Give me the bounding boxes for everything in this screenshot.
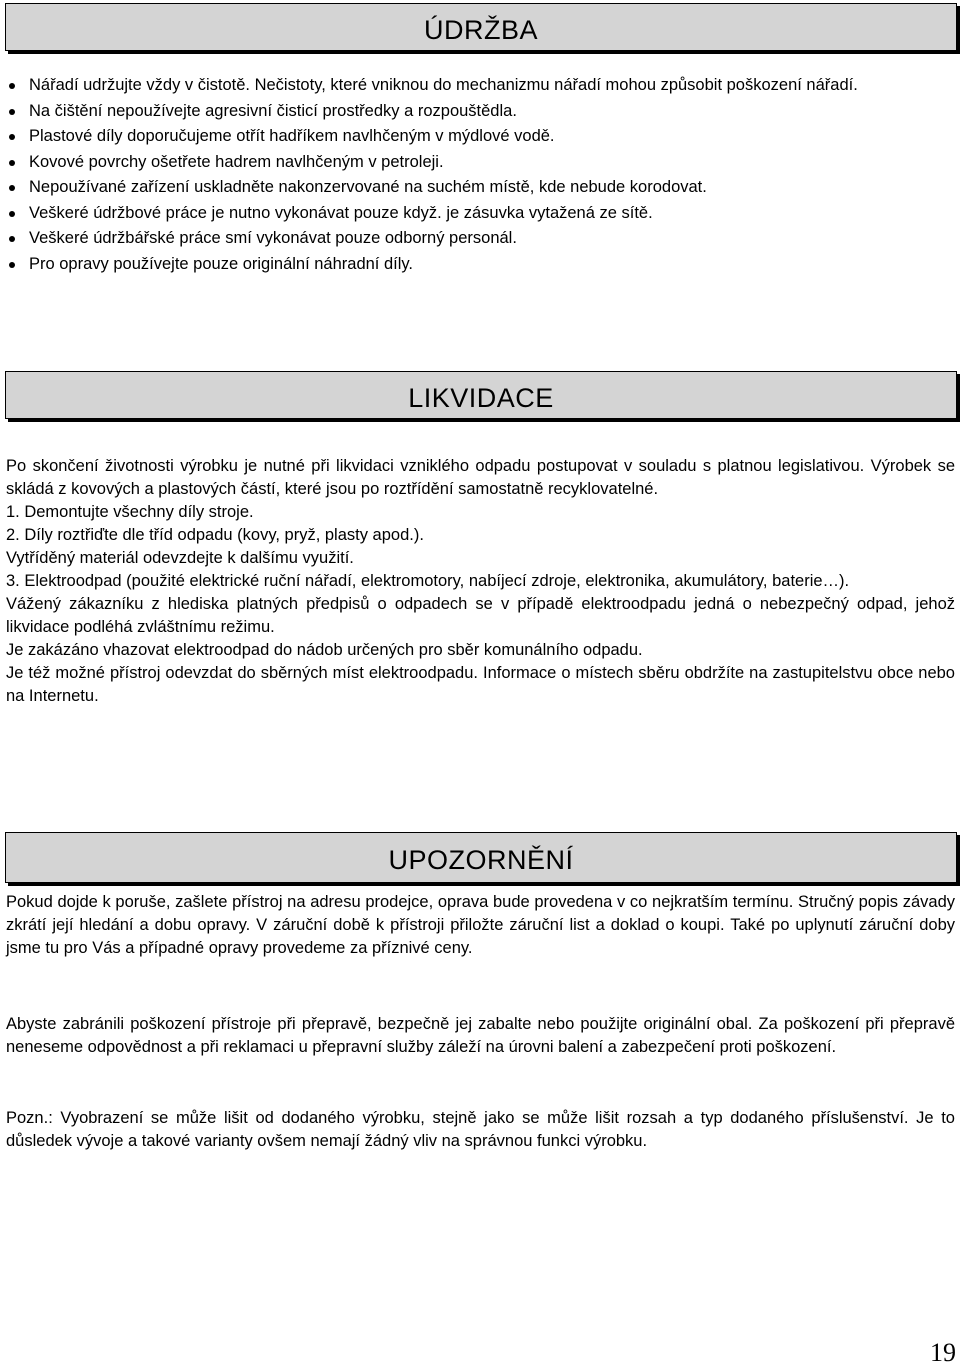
likvidace-line: Je též možné přístroj odevzdat do sběrných míst elektroodpadu. Informace o místech sběru obdržíte na zastupitelstvu obce nebo na Internetu.	[6, 664, 955, 705]
likvidace-line: Je zakázáno vhazovat elektroodpad do nádob určených pro sběr komunálního odpadu.	[6, 641, 643, 659]
upozorneni-title: UPOZORNĚNÍ	[388, 845, 574, 875]
likvidace-line: 3. Elektroodpad (použité elektrické ruční nářadí, elektromotory, nabíjecí zdroje, elektronika, akumulátory, baterie…).	[6, 572, 850, 590]
udrzba-bullet-list	[0, 73, 955, 277]
list-item: Plastové díly doporučujeme otřít hadříkem navlhčeným v mýdlové vodě.	[0, 124, 955, 150]
likvidace-text	[6, 455, 955, 708]
likvidace-line: Po skončení životnosti výrobku je nutné při likvidaci vzniklého odpadu postupovat v souladu s platnou legislativou. Výrobek se skládá z kovových a plastových částí, které jsou po roztřídění samostatně recyklovatelné.	[6, 457, 955, 498]
likvidace-line: 2. Díly roztřiďte dle tříd odpadu (kovy, pryž, plasty apod.).	[6, 526, 424, 544]
udrzba-banner	[5, 3, 957, 51]
upozorneni-paragraph: Pokud dojde k poruše, zašlete přístroj na adresu prodejce, oprava bude provedena v co nejkratším termínu. Stručný popis závady zkrátí její hledání a dobu opravy. V záruční době k přístroji přiložte záruční list a doklad o koupi. Také po uplynutí záruční doby jsme tu pro Vás a případné opravy provedeme za příznivé ceny.	[6, 893, 955, 957]
upozorneni-paragraph: Abyste zabránili poškození přístroje při přepravě, bezpečně jej zabalte nebo použijte originální obal. Za poškození při přepravě neneseme odpovědnost a při reklamaci u přepravní služby záleží na úrovni balení a zabezpečení proti poškození.	[6, 1015, 955, 1056]
page-number: 19	[930, 1338, 956, 1367]
likvidace-line: Vytříděný materiál odevzdejte k dalšímu využití.	[6, 549, 354, 567]
likvidace-line: Vážený zákazníku z hlediska platných předpisů o odpadech se v případě elektroodpadu jedná o nebezpečný odpad, jehož likvidace podléhá zvláštnímu režimu.	[6, 595, 955, 636]
list-item: Pro opravy používejte pouze originální náhradní díly.	[0, 252, 955, 278]
list-item: Nářadí udržujte vždy v čistotě. Nečistoty, které vniknou do mechanizmu nářadí mohou způsobit poškození nářadí.	[0, 73, 955, 99]
likvidace-banner	[5, 371, 957, 419]
upozorneni-banner	[5, 832, 957, 883]
list-item: Na čištění nepoužívejte agresivní čisticí prostředky a rozpouštědla.	[0, 99, 955, 125]
list-item: Nepoužívané zařízení uskladněte nakonzervované na suchém místě, kde nebude korodovat.	[0, 175, 955, 201]
list-item: Kovové povrchy ošetřete hadrem navlhčeným v petroleji.	[0, 150, 955, 176]
upozorneni-paragraph: Pozn.: Vyobrazení se může lišit od dodaného výrobku, stejně jako se může lišit rozsah a typ dodaného příslušenství. Je to důsledek vývoje a takové varianty ovšem nemají žádný vliv na správnou funkci výrobku.	[6, 1109, 955, 1150]
list-item: Veškeré údržbové práce je nutno vykonávat pouze když. je zásuvka vytažená ze sítě.	[0, 201, 955, 227]
list-item: Veškeré údržbářské práce smí vykonávat pouze odborný personál.	[0, 226, 955, 252]
likvidace-line: 1. Demontujte všechny díly stroje.	[6, 503, 254, 521]
likvidace-title: LIKVIDACE	[408, 382, 554, 413]
udrzba-title: ÚDRŽBA	[423, 14, 538, 45]
